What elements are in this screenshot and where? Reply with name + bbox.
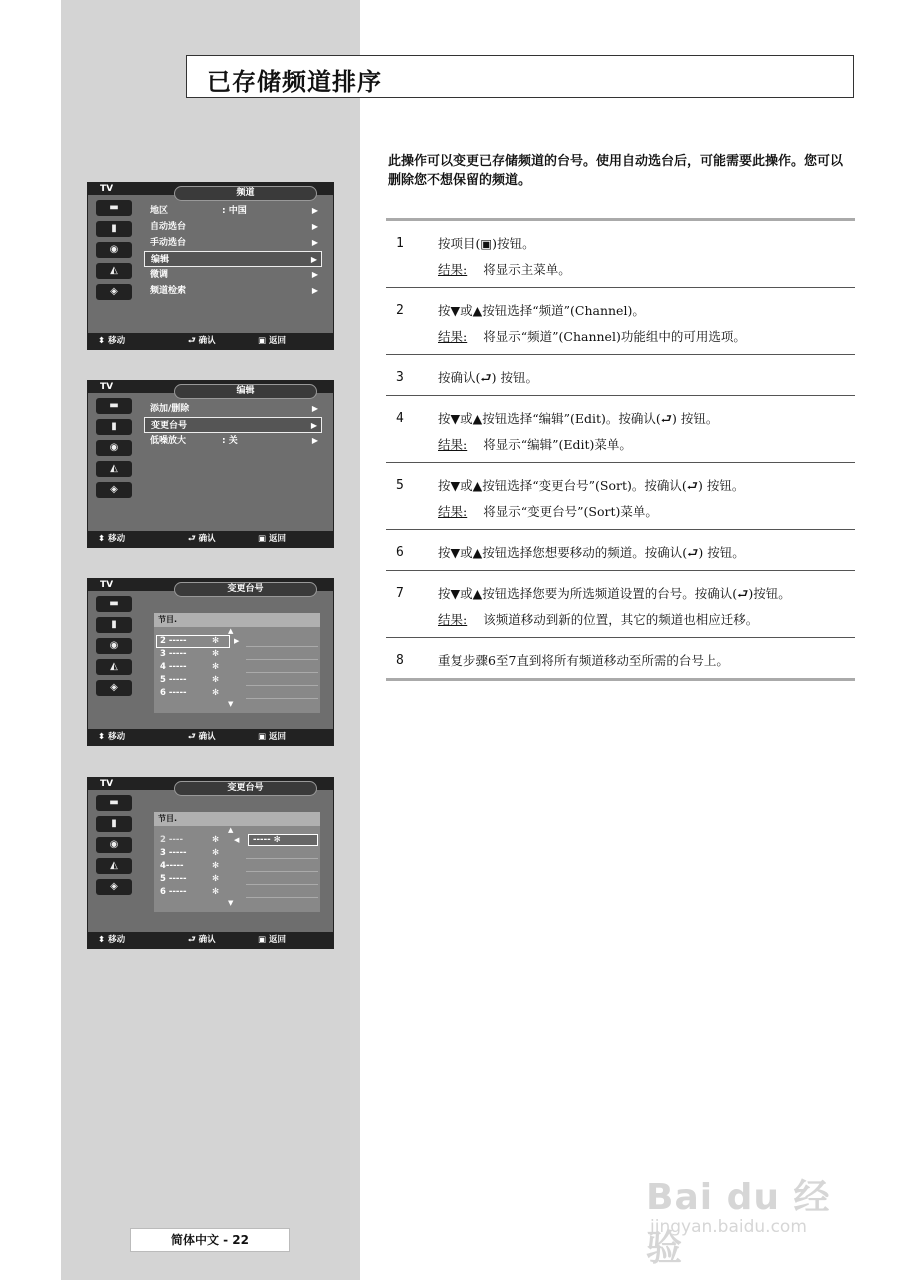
step-text: 按▼或▲按钮选择您要为所选频道设置的台号。按确认(⮐)按钮。 — [438, 586, 791, 601]
result-text: 将显示“变更台号”(Sort)菜单。 — [483, 504, 658, 519]
step-number: 5 — [396, 478, 404, 493]
setup-icon: ◭ — [96, 858, 132, 874]
step-4 — [386, 396, 855, 463]
tv-screen-sort-menu — [87, 578, 334, 746]
setup-icon: ◭ — [96, 659, 132, 675]
step-8 — [386, 638, 855, 678]
scroll-down-icon[interactable]: ▼ — [228, 700, 234, 708]
step-number: 1 — [396, 236, 404, 251]
footer-back: ▣ 返回 — [258, 935, 286, 945]
menu-side-icons — [90, 593, 138, 701]
input-icon: ◈ — [96, 482, 132, 498]
step-1 — [386, 221, 855, 288]
setup-icon: ◭ — [96, 263, 132, 279]
step-7 — [386, 571, 855, 638]
footer-confirm: ⮐ 确认 — [188, 534, 216, 544]
channel-row[interactable]: 5 ----- ✻ — [154, 674, 320, 687]
sound-icon: ▮ — [96, 419, 132, 435]
channel-row[interactable]: 3 ----- ✻ — [154, 648, 320, 661]
steps-list — [386, 218, 855, 681]
channel-row-selected[interactable]: 2 ----- ✻ ▶ — [154, 635, 320, 648]
menu-title: 频道 — [236, 188, 255, 198]
channel-row[interactable]: 6 ----- ✻ — [154, 886, 320, 899]
footer-move: ⬍ 移动 — [98, 935, 126, 945]
menu-item-selected[interactable]: 编辑 ▶ — [144, 251, 322, 267]
menu-list — [144, 203, 322, 299]
tv-screen-edit-menu — [87, 380, 334, 548]
input-icon: ◈ — [96, 680, 132, 696]
step-text: 重复步骤6至7直到将所有频道移动至所需的台号上。 — [438, 653, 729, 668]
step-number: 6 — [396, 545, 404, 560]
footer-back: ▣ 返回 — [258, 336, 286, 346]
new-position-field[interactable]: ----- ✻ — [248, 834, 318, 846]
menu-item[interactable]: 添加/删除 ▶ — [150, 404, 318, 414]
menu-title: 变更台号 — [227, 783, 264, 793]
sort-panel-header: 节目. — [154, 812, 320, 826]
menu-side-icons — [90, 395, 138, 503]
tv-screen-channel-menu — [87, 182, 334, 350]
menu-item[interactable]: 自动选台 ▶ — [150, 222, 318, 232]
footer-move: ⬍ 移动 — [98, 336, 126, 346]
intro-paragraph: 此操作可以变更已存储频道的台号。使用自动选台后，可能需要此操作。您可以删除您不想保留的频道。 — [388, 154, 844, 188]
footer-confirm: ⮐ 确认 — [188, 732, 216, 742]
scroll-down-icon[interactable]: ▼ — [228, 899, 234, 907]
channel-row[interactable]: 5 ----- ✻ — [154, 873, 320, 886]
footer-confirm: ⮐ 确认 — [188, 336, 216, 346]
step-2 — [386, 288, 855, 355]
menu-footer — [88, 729, 333, 745]
step-text: 按项目(▣)按钮。 — [438, 236, 535, 251]
menu-item[interactable]: 微调 ▶ — [150, 270, 318, 280]
result-text: 将显示主菜单。 — [483, 262, 571, 277]
step-5 — [386, 463, 855, 530]
menu-title-bar — [174, 186, 317, 201]
page-title-box — [186, 55, 854, 98]
channel-row-moving[interactable]: 2 ---- ✻ ◀ ----- ✻ — [154, 834, 320, 847]
sound-icon: ▮ — [96, 221, 132, 237]
step-number: 4 — [396, 411, 404, 426]
step-number: 8 — [396, 653, 404, 668]
channel-icon: ◉ — [96, 638, 132, 654]
step-number: 7 — [396, 586, 404, 601]
menu-title: 变更台号 — [227, 584, 264, 594]
step-3 — [386, 355, 855, 396]
setup-icon: ◭ — [96, 461, 132, 477]
input-icon: ◈ — [96, 284, 132, 300]
menu-footer — [88, 333, 333, 349]
picture-icon: ▬ — [96, 398, 132, 414]
step-text: 按▼或▲按钮选择“频道”(Channel)。 — [438, 303, 645, 318]
page-title: 已存储频道排序 — [207, 68, 382, 96]
tv-label: TV — [100, 779, 114, 789]
input-icon: ◈ — [96, 879, 132, 895]
sort-panel — [154, 812, 320, 912]
menu-title-bar — [174, 582, 317, 597]
footer-back: ▣ 返回 — [258, 732, 286, 742]
menu-item[interactable]: 低噪放大 : 关 ▶ — [150, 436, 318, 446]
footer-move: ⬍ 移动 — [98, 534, 126, 544]
tv-label: TV — [100, 580, 114, 590]
result-text: 该频道移动到新的位置，其它的频道也相应迁移。 — [483, 612, 759, 627]
watermark-url: jingyan.baidu.com — [650, 1217, 807, 1237]
channel-row[interactable]: 4 ----- ✻ — [154, 661, 320, 674]
channel-icon: ◉ — [96, 837, 132, 853]
watermark — [640, 1155, 850, 1269]
step-text: 按▼或▲按钮选择“变更台号”(Sort)。按确认(⮐) 按钮。 — [438, 478, 745, 493]
tv-label: TV — [100, 382, 114, 392]
scroll-up-icon[interactable]: ▲ — [228, 826, 234, 834]
tv-screen-sort-newpos — [87, 777, 334, 949]
sort-panel — [154, 613, 320, 713]
step-number: 2 — [396, 303, 404, 318]
step-text: 按▼或▲按钮选择您想要移动的频道。按确认(⮐) 按钮。 — [438, 545, 745, 560]
scroll-up-icon[interactable]: ▲ — [228, 627, 234, 635]
menu-side-icons — [90, 197, 138, 305]
step-text: 按▼或▲按钮选择“编辑”(Edit)。按确认(⮐) 按钮。 — [438, 411, 719, 426]
footer-move: ⬍ 移动 — [98, 732, 126, 742]
sound-icon: ▮ — [96, 617, 132, 633]
tv-label: TV — [100, 184, 114, 194]
menu-side-icons — [90, 792, 138, 900]
menu-item[interactable]: 手动选台 ▶ — [150, 238, 318, 248]
menu-item[interactable]: 地区 : 中国 ▶ — [150, 206, 318, 216]
step-number: 3 — [396, 370, 404, 385]
channel-row[interactable]: 3 ----- ✻ — [154, 847, 320, 860]
menu-list — [144, 401, 322, 449]
channel-icon: ◉ — [96, 440, 132, 456]
menu-footer — [88, 932, 333, 948]
footer-back: ▣ 返回 — [258, 534, 286, 544]
channel-row[interactable]: 4----- ✻ — [154, 860, 320, 873]
result-label: 结果: — [438, 612, 468, 627]
menu-title-bar — [174, 384, 317, 399]
sort-panel-header: 节目. — [154, 613, 320, 627]
menu-item[interactable]: 频道检索 ▶ — [150, 286, 318, 296]
result-text: 将显示“频道”(Channel)功能组中的可用选项。 — [483, 329, 746, 344]
picture-icon: ▬ — [96, 795, 132, 811]
step-text: 按确认(⮐) 按钮。 — [438, 370, 538, 385]
picture-icon: ▬ — [96, 596, 132, 612]
sound-icon: ▮ — [96, 816, 132, 832]
page-footer: 简体中文 - 22 — [130, 1228, 290, 1252]
menu-item-selected[interactable]: 变更台号 ▶ — [144, 417, 322, 433]
result-label: 结果: — [438, 504, 468, 519]
result-text: 将显示“编辑”(Edit)菜单。 — [483, 437, 632, 452]
result-label: 结果: — [438, 262, 468, 277]
menu-title-bar — [174, 781, 317, 796]
result-label: 结果: — [438, 437, 468, 452]
footer-confirm: ⮐ 确认 — [188, 935, 216, 945]
step-6 — [386, 530, 855, 571]
menu-title: 编辑 — [236, 386, 255, 396]
channel-icon: ◉ — [96, 242, 132, 258]
menu-footer — [88, 531, 333, 547]
channel-row[interactable]: 6 ----- ✻ — [154, 687, 320, 700]
watermark-logo: Bai du 经验 — [646, 1177, 831, 1269]
picture-icon: ▬ — [96, 200, 132, 216]
result-label: 结果: — [438, 329, 468, 344]
